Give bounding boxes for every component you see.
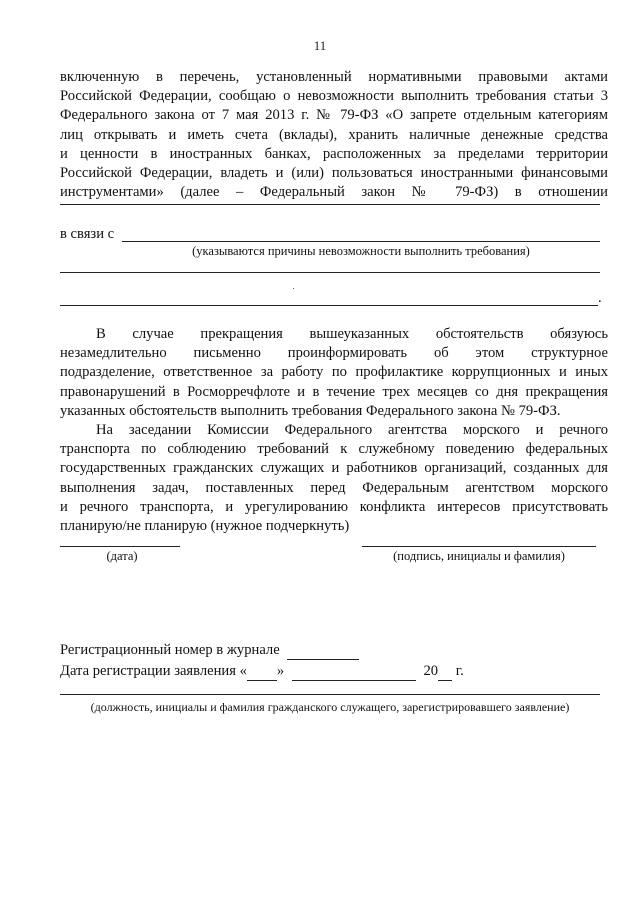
registration-quote-close: » [276,663,285,679]
obligation-line: незамедлительно письменно проинформировать об этом структурное [60,345,608,362]
page-number: 11 [313,38,327,53]
signature-fill-line [362,546,596,547]
date-fill-line [60,546,180,547]
reason-fill-line-2 [60,272,600,273]
registrar-caption: (должность, инициалы и фамилия гражданского служащего, зарегистрировавшего заявление) [90,700,570,714]
obligation-paragraph [60,325,608,421]
commission-line: На заседании Комиссии Федерального агентства морского и речного [96,422,608,438]
intro-line: и ценности в иностранных банках, расположенных за пределами территории [60,145,608,162]
registrar-fill-line [60,694,600,695]
registration-month-field [292,663,416,681]
intro-line: Российской Федерации, сообщаю о невозможности выполнить требования статьи 3 [60,88,608,105]
registration-year-suffix: г. [455,663,464,679]
obligation-line: В случае прекращения вышеуказанных обстоятельств обязуюсь [96,326,608,342]
reason-caption: (указываются причины невозможности выполнить требования) [192,244,530,258]
registration-number-field [287,642,359,660]
subject-fill-line [60,204,600,205]
registration-year-field [438,663,452,681]
reason-end-dot: . [598,290,602,306]
registration-year-prefix: 20 [423,663,439,679]
obligation-line: указанных обстоятельств выполнить требования Федерального закона № 79-ФЗ. [60,402,561,419]
intro-line: Федерального закона от 7 мая 2013 г. № 79-ФЗ «О запрете отдельным категориям [60,107,608,124]
reason-label: в связи с [60,226,115,242]
intro-line: включенную в перечень, установленный нормативными правовыми актами [60,69,608,85]
reason-fill-line-3 [60,305,598,306]
commission-line: и речного транспорта, и урегулированию конфликта интересов присутствовать [60,498,608,515]
date-caption: (дата) [106,549,138,563]
signature-caption: (подпись, инициалы и фамилия) [393,549,565,563]
registration-date-label: Дата регистрации заявления « [60,663,247,679]
intro-paragraph [60,68,608,202]
commission-line: транспорта по соблюдению требований к служебному поведению федеральных [60,441,608,458]
commission-line: государственных гражданских служащих и работников организаций, созданных для [60,460,608,477]
registration-day-field [247,663,277,681]
commission-line: планирую/не планирую (нужное подчеркнуть) [60,518,350,535]
intro-line: лиц открывать и иметь счета (вклады), хранить наличные денежные средства [60,126,608,143]
intro-line: инструментами» (далее – Федеральный закон № 79-ФЗ) в отношении [60,184,608,201]
commission-line: выполнения задач, поставленных перед Федеральным агентством морского [60,479,608,496]
obligation-line: правонарушений в Росморречфлоте и в течение трех месяцев со дня прекращения [60,383,608,400]
scan-speck [293,288,294,289]
registration-date-row [60,663,464,681]
obligation-line: подразделение, ответственное за работу по профилактике коррупционных и иных [60,364,608,381]
reason-fill-line [122,241,600,242]
intro-line: Российской Федерации, владеть и (или) пользоваться иностранными финансовыми [60,165,608,182]
registration-number-label: Регистрационный номер в журнале [60,642,280,658]
registration-number-row [60,642,359,660]
commission-paragraph [60,421,608,536]
